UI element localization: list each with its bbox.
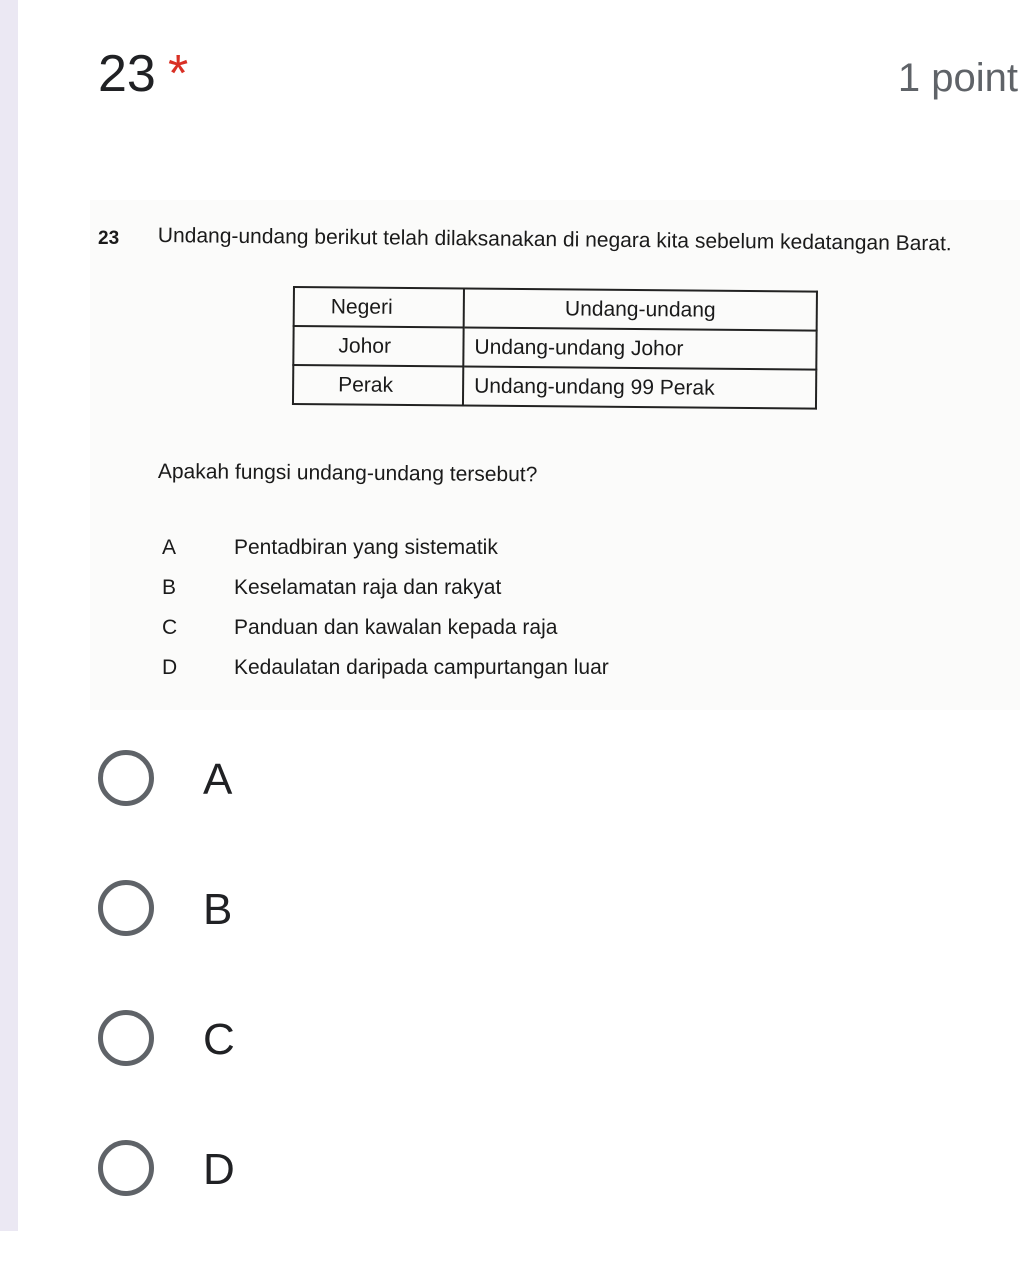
choice-label-b[interactable]: B <box>203 885 233 934</box>
scan-option-letter: A <box>162 536 177 559</box>
question-image <box>90 200 1020 710</box>
scan-table-row <box>293 365 816 409</box>
scan-table-cell: Undang-undang 99 Perak <box>463 366 816 408</box>
scan-option-letter: B <box>162 576 177 599</box>
answer-choices <box>98 750 498 1270</box>
scan-table-cell: Perak <box>293 365 463 405</box>
radio-button-b[interactable] <box>98 880 154 936</box>
scan-option-text: Pentadbiran yang sistematik <box>234 536 498 559</box>
scan-table-row <box>293 326 816 370</box>
question-number: 23 <box>98 45 156 103</box>
choice-label-a[interactable]: A <box>203 755 233 804</box>
choice-option-b[interactable] <box>98 880 498 1010</box>
choice-option-c[interactable] <box>98 1010 498 1140</box>
scan-table-header: Undang-undang <box>464 288 817 330</box>
scan-question-prompt: Apakah fungsi undang-undang tersebut? <box>157 460 538 487</box>
scan-option-letter: C <box>162 616 178 639</box>
scan-question-stem: Undang-undang berikut telah dilaksanakan di negara kita sebelum kedatangan Barat. <box>157 224 952 256</box>
choice-option-a[interactable] <box>98 750 498 880</box>
scan-option-text: Keselamatan raja dan rakyat <box>234 576 502 599</box>
choice-option-d[interactable] <box>98 1140 498 1270</box>
left-side-band <box>0 0 18 1231</box>
scan-option-text: Kedaulatan daripada campurtangan luar <box>234 656 609 679</box>
question-header <box>98 44 1018 104</box>
scan-table-header: Negeri <box>294 287 464 327</box>
choice-label-c[interactable]: C <box>203 1015 235 1064</box>
choice-label-d[interactable]: D <box>203 1145 235 1194</box>
scan-option-text: Panduan dan kawalan kepada raja <box>234 616 558 639</box>
scan-table <box>292 286 818 410</box>
required-asterisk: * <box>168 45 189 103</box>
radio-button-c[interactable] <box>98 1010 154 1066</box>
scan-option-letter: D <box>162 656 178 679</box>
question-points: 1 point <box>897 56 1018 100</box>
scan-question-number: 23 <box>98 228 120 249</box>
radio-button-a[interactable] <box>98 750 154 806</box>
scan-table-cell: Johor <box>293 326 463 366</box>
scan-table-header-row <box>294 287 817 331</box>
scan-table-cell: Undang-undang Johor <box>463 327 816 369</box>
radio-button-d[interactable] <box>98 1140 154 1196</box>
